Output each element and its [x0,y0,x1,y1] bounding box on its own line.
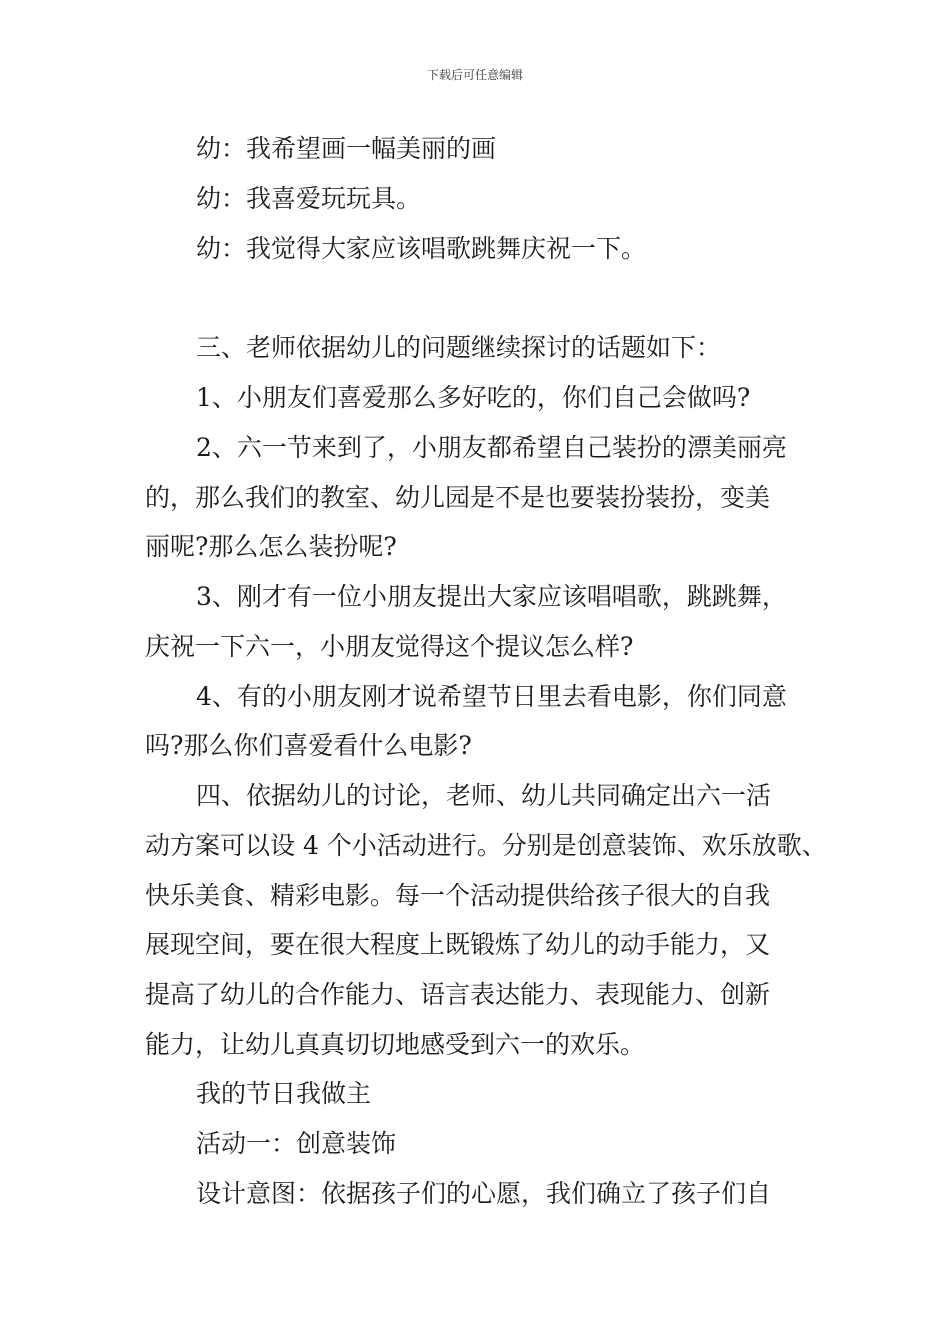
paragraph-line: 幼：我觉得大家应该唱歌跳舞庆祝一下。 [196,234,647,263]
paragraph-line: 三、老师依据幼儿的问题继续探讨的话题如下： [196,333,722,362]
paragraph-line: 设计意图：依据孩子们的心愿，我们确立了孩子们自 [196,1179,772,1208]
paragraph-line: 的，那么我们的教室、幼儿园是不是也要装扮装扮，变美 [145,483,771,512]
paragraph-line: 动方案可以设 4 个小活动进行。分别是创意装饰、欢乐放歌、 [145,831,827,860]
page-header: 下载后可任意编辑 [426,68,523,82]
paragraph-line: 我的节日我做主 [196,1079,372,1108]
paragraph-line: 能力，让幼儿真真切切地感受到六一的欢乐。 [145,1030,646,1059]
paragraph-line: 吗?那么你们喜爱看什么电影? [145,731,472,760]
paragraph-line: 幼：我喜爱玩玩具。 [196,184,422,213]
paragraph-line: 提高了幼儿的合作能力、语言表达能力、表现能力、创新 [145,980,771,1009]
paragraph-line: 2、六一节来到了，小朋友都希望自己装扮的漂美丽亮 [196,433,787,462]
paragraph-line: 庆祝一下六一，小朋友觉得这个提议怎么样? [145,632,634,661]
paragraph-line: 快乐美食、精彩电影。每一个活动提供给孩子很大的自我 [145,881,771,910]
paragraph-line: 丽呢?那么怎么装扮呢? [145,532,397,561]
paragraph-line: 展现空间，要在很大程度上既锻炼了幼儿的动手能力，又 [145,930,771,959]
paragraph-line: 3、刚才有一位小朋友提出大家应该唱唱歌，跳跳舞， [196,582,787,611]
paragraph-line: 四、依据幼儿的讨论，老师、幼儿共同确定出六一活 [196,781,772,810]
paragraph-line: 幼：我希望画一幅美丽的画 [196,134,497,163]
paragraph-line: 4、有的小朋友刚才说希望节日里去看电影，你们同意 [196,682,787,711]
paragraph-line: 1、小朋友们喜爱那么多好吃的，你们自己会做吗? [196,383,751,412]
paragraph-line: 活动一：创意装饰 [196,1129,397,1158]
